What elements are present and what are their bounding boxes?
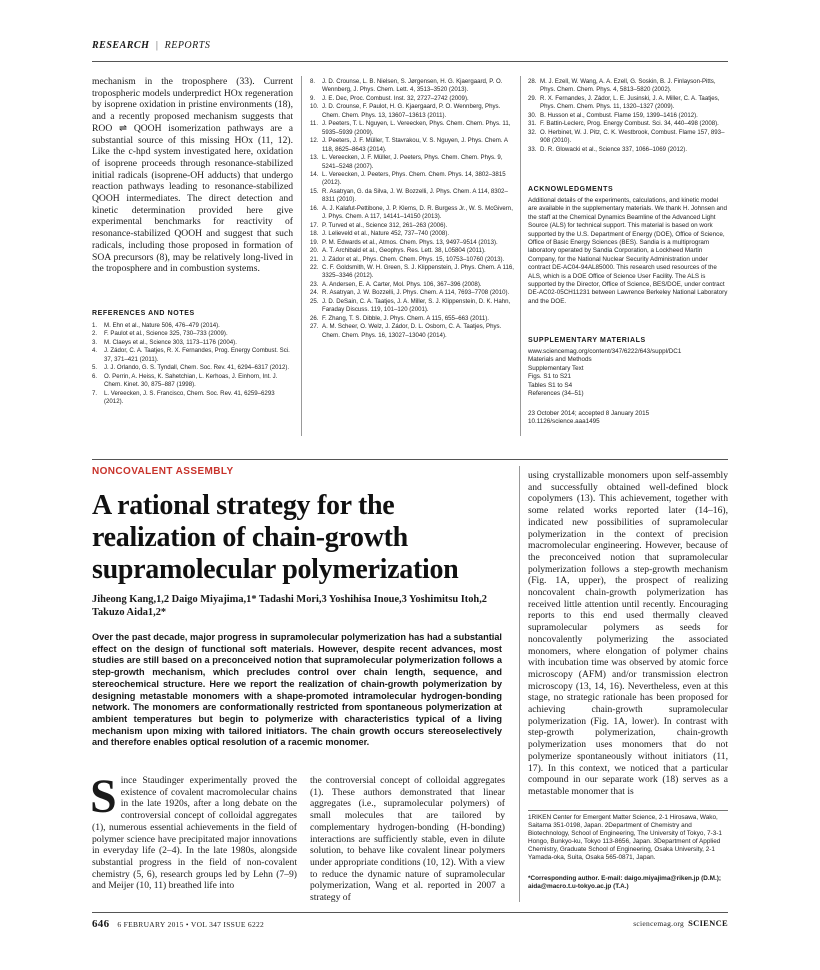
reference-item: [528, 95, 728, 112]
reference-number: 18.: [310, 230, 319, 238]
reference-text: R. X. Fernandes, J. Zádor, L. E. Jusinski, J. A. Miller, C. A. Taatjes, Phys. Chem. Chem. Phys. 11, 1320–1327 (2009).: [540, 94, 720, 111]
references-list-col2: [310, 78, 516, 340]
reference-text: F. Zhang, T. S. Dibble, J. Phys. Chem. A 115, 655–663 (2011).: [322, 314, 489, 322]
column-divider: [519, 466, 520, 902]
reference-number: 6.: [92, 372, 98, 380]
issue-info: 6 FEBRUARY 2015 • VOL 347 ISSUE 6222: [117, 920, 265, 929]
reference-number: 23.: [310, 280, 319, 288]
column-divider: [520, 76, 521, 436]
reference-number: 7.: [92, 389, 98, 397]
header-subsection: REPORTS: [164, 40, 211, 51]
site-link[interactable]: sciencemag.org: [633, 919, 685, 928]
reference-text: P. M. Edwards et al., Atmos. Chem. Phys. 13, 9497–9514 (2013).: [322, 238, 498, 246]
affiliations: 1RIKEN Center for Emergent Matter Science, 2-1 Hirosawa, Wako, Saitama 351-0198, Japan. 2Department of Chemistry and Biotechnology, School of Engineering, The University of Tokyo, 7-3-1 Hongo, Bunkyo-ku, Tokyo 113-8656, Japan. 3Department of Applied Chemistry, Graduate School of Engineering, Osaka University, 2-1 Yamada-oka, Suita, Osaka 565-0871, Japan.: [528, 814, 722, 862]
reference-number: 5.: [92, 364, 98, 372]
reference-item: [92, 390, 293, 407]
supplementary-item: Materials and Methods: [528, 356, 592, 364]
affiliation-rule: [528, 810, 728, 811]
reference-number: 15.: [310, 187, 319, 195]
reference-text: J. D. Crounse, L. B. Nielsen, S. Jørgensen, H. G. Kjaergaard, P. O. Wennberg, J. Phys. Chem. Lett. 4, 3513–3520 (2013).: [322, 78, 503, 94]
reference-number: 4.: [92, 347, 98, 355]
right-column-text: using crystallizable monomers upon self-assembly and successfully obtained well-defined block copolymers (13). This achievement, together with some related works reported later (14–16), indicated new possibilities of supramolecular polymerization in the context of precision macromolecular engineering. However, because of the preconceived notion that supramolecular polymerization follows a step-growth mechanism (Fig. 1A, upper), the prospect of realizing noncovalent chain-growth polymerization has received little attention until recently. Encouraging reports to this end used thermally cleaved supramolecular polymers as seeds for noncovalently polymerizing the associated monomers, where elongation of polymer chains with incubation time was observed by atomic force microscopy (AFM) and/or transmission electron microscopy (13, 14, 16). Nevertheless, even at this stage, no strategic rationale has been proposed for achieving chain-growth supramolecular polymerization (Fig. 1A, lower). In contrast with step-growth polymerization, chain-growth polymerization uses monomers that do not polymerize spontaneously without initiators (11, 17). In this context, we noticed that a particular compound in our separate work (18) serves as a metastable monomer that is: [528, 470, 728, 797]
reference-item: [310, 298, 516, 315]
article-title: A rational strategy for the realization of chain-growth supramolecular polymerization: [92, 490, 459, 585]
reference-text: J. Zádor et al., Phys. Chem. Chem. Phys. 15, 10753–10760 (2013).: [322, 255, 505, 263]
reference-item: [310, 154, 516, 171]
received-accepted-dates: 23 October 2014; accepted 8 January 2015: [528, 410, 650, 417]
supplementary-item: Tables S1 to S4: [528, 381, 573, 389]
reference-item: [310, 205, 516, 222]
reference-item: [528, 129, 728, 146]
reference-item: [92, 347, 293, 364]
drop-cap: S: [90, 770, 117, 823]
author-list: Jiheong Kang,1,2 Daigo Miyajima,1* Tadashi Mori,3 Yoshihisa Inoue,3 Yoshimitsu Itoh,2 Takuzo Aida1,2*: [92, 594, 488, 618]
column-divider: [301, 76, 302, 436]
reference-item: [310, 120, 516, 137]
reference-item: [310, 103, 516, 120]
reference-number: 13.: [310, 154, 319, 162]
page-number: 646: [92, 918, 110, 930]
reference-item: [92, 322, 293, 330]
reference-text: L. Vereecken, J. F. Müller, J. Peeters, Phys. Chem. Chem. Phys. 9, 5241–5248 (2007).: [322, 154, 503, 170]
reference-item: [310, 256, 516, 264]
reference-text: J. Lelieveld et al., Nature 452, 737–740 (2008).: [322, 230, 450, 238]
supplementary-item: Figs. S1 to S21: [528, 373, 572, 381]
reference-number: 14.: [310, 170, 319, 178]
reference-item: [528, 146, 728, 154]
reference-number: 22.: [310, 263, 319, 271]
header-separator: |: [155, 40, 159, 51]
intro-text-2: the controversial concept of colloidal aggregates (1). These authors demonstrated that linear aggregates (i.e., supramolecular polymers) of small molecules that are tailored by complementary hydrogen-bonding (H-bonding) interactions are sufficiently stable, even in dilute solution, to behave like covalent linear polymers under appropriate conditions (10, 12). With a view to reduce the dynamic nature of supramolecular polymerization, Wang et al. reported in 2007 a strategy of: [310, 775, 505, 904]
reference-number: 16.: [310, 204, 319, 212]
reference-text: J. D. DeSain, C. A. Taatjes, J. A. Miller, S. J. Klippenstein, D. K. Hahn, Faraday Discuss. 119, 101–120 (2001).: [322, 297, 511, 314]
reference-number: 26.: [310, 314, 319, 322]
reference-item: [310, 230, 516, 238]
reference-text: J. J. Orlando, G. S. Tyndall, Chem. Soc. Rev. 41, 6294–6317 (2012).: [104, 364, 290, 372]
reference-number: 11.: [310, 120, 319, 128]
header-rule: [92, 61, 728, 62]
reference-item: [310, 222, 516, 230]
reference-number: 27.: [310, 323, 319, 331]
reference-item: [528, 78, 728, 95]
reference-item: [310, 188, 516, 205]
reference-number: 31.: [528, 120, 537, 128]
corresponding-author: *Corresponding author. E-mail: daigo.miyajima@riken.jp (D.M.); aida@macro.t.u-tokyo.ac.jp (T.A.): [528, 875, 722, 891]
reference-item: [310, 323, 516, 340]
supplementary-link[interactable]: www.sciencemag.org/content/347/6222/643/suppl/DC1: [528, 348, 682, 355]
acknowledgments-text: Additional details of the experiments, calculations, and kinetic model are available in the supplementary materials. We thank H. Johnsen and the staff at the Chemical Dynamics Beamline of the Advanced Light Source (ALS) for technical support. This material is based on work supported by the U.S. Department of Energy (DOE), Office of Science, Office of Basic Energy Sciences (BES). Sandia is a multiprogram laboratory operated by Sandia Corporation, a Lockheed Martin Company, for the National Nuclear Security Administration under contract DE-AC04-94AL85000. This research used resources of the ALS, which is a DOE Office of Science User Facility. The ALS is supported by the Director, Office of Science, BES/DOE, under contract DE-AC02-05CH11231 between Lawrence Berkeley National Laboratory and the DOE.: [528, 197, 728, 305]
reference-item: [310, 247, 516, 255]
reference-number: 29.: [528, 94, 537, 102]
reference-item: [310, 281, 516, 289]
reference-item: [310, 171, 516, 188]
acknowledgments-heading: ACKNOWLEDGMENTS: [528, 186, 614, 193]
reference-number: 19.: [310, 238, 319, 246]
supplementary-item: Supplementary Text: [528, 364, 584, 372]
reference-item: [310, 137, 516, 154]
reference-text: O. Perrin, A. Heiss, K. Sahetchian, L. Kerhoas, J. Einhorn, Int. J. Chem. Kinet. 30, 875–887 (1998).: [104, 372, 278, 389]
reference-item: [310, 264, 516, 281]
reference-number: 3.: [92, 338, 98, 346]
footer-rule: [92, 912, 728, 913]
previous-article-body: [92, 76, 293, 275]
body-paragraph: mechanism in the troposphere (33). Current tropospheric models underpredict HOx regeneration by isoprene oxidation in pristine environments (18), and a recently proposed mechanism suggests that ROO ⇌ QOOH isomerization pathways are a substantial source of this missing HOx (11, 12). Like the c-hpd system investigated here, oxidation of isoprene proceeds through resonance-stabilized initial radicals (isoprene-OH adducts) that undergo reaction pathways leading to resonance-stabilized QOOH intermediates. The direct detection and kinetic determination provided here give experimental benchmarks for reactivity of resonance-stabilized QOOH and suggest that such radicals, including those proposed in formation of SOA precursors (8), may be relatively long-lived in the troposphere and in combustion systems.: [92, 76, 293, 275]
reference-text: A. J. Kalafut-Pettibone, J. P. Klems, D. R. Burgess Jr., W. S. McGivern, J. Phys. Chem. A 117, 14141–14150 (2013).: [322, 204, 513, 221]
reference-text: J. D. Crounse, F. Paulot, H. G. Kjaergaard, P. O. Wennberg, Phys. Chem. Chem. Phys. 13, 13607–13613 (2011).: [322, 103, 501, 119]
reference-number: 25.: [310, 297, 319, 305]
reference-text: A. Andersen, E. A. Carter, Mol. Phys. 106, 367–396 (2008).: [322, 280, 482, 288]
footer-right: [600, 918, 728, 928]
reference-item: [310, 95, 516, 103]
reference-item: [528, 120, 728, 128]
reference-item: [92, 364, 293, 372]
supplementary-heading: SUPPLEMENTARY MATERIALS: [528, 337, 646, 344]
reference-text: J. Peeters, T. L. Nguyen, L. Vereecken, Phys. Chem. Chem. Phys. 11, 5935–5939 (2009).: [322, 120, 511, 136]
intro-column-2: [310, 775, 505, 904]
reference-text: J. E. Dec, Proc. Combust. Inst. 32, 2727–2742 (2009).: [322, 94, 469, 102]
reference-number: 10.: [310, 103, 319, 111]
reference-number: 30.: [528, 111, 537, 119]
reference-item: [92, 330, 293, 338]
reference-item: [310, 78, 516, 95]
reference-number: 1.: [92, 322, 98, 329]
reference-text: L. Vereecken, J. S. Francisco, Chem. Soc. Rev. 41, 6259–6293 (2012).: [104, 389, 275, 406]
reference-text: M. Claeys et al., Science 303, 1173–1176 (2004).: [104, 338, 237, 346]
section-rule: [92, 459, 728, 460]
reference-number: 2.: [92, 330, 98, 338]
reference-number: 21.: [310, 255, 319, 263]
intro-text-1: ince Staudinger experimentally proved the existence of covalent macromolecular chains in the late 1920s, after a long debate on the controversial concept of colloidal aggregates (1), numerous essential achievements in the field of polymer science have precipitated major innovations in everyday life (2–4). In the late 1980s, alongside substantial progress in the field of non-covalent chemistry (5, 6), research groups led by Lehn (7–9) and Meijer (10, 11) breathed life into: [92, 775, 297, 892]
reference-text: J. Peeters, J. F. Müller, T. Stavrakou, V. S. Nguyen, J. Phys. Chem. A 118, 8625–8643 (2014).: [322, 137, 508, 153]
reference-text: R. Asatryan, G. da Silva, J. W. Bozzelli, J. Phys. Chem. A 114, 8302–8311 (2010).: [322, 187, 508, 204]
reference-number: 32.: [528, 128, 537, 136]
reference-item: [92, 339, 293, 347]
dates-block: [528, 410, 728, 427]
reference-number: 12.: [310, 137, 319, 145]
abstract: Over the past decade, major progress in supramolecular polymerization has had a substantial effect on the design of functional soft materials. However, despite recent advances, most studies are still based on a preconceived notion that supramolecular polymerization follows a step-growth mechanism, which precludes control over chain length, sequence, and stereochemical structure. Here we report the realization of chain-growth polymerization by designing metastable monomers with a shape-promoted intramolecular hydrogen-bonding network. The monomers are conformationally restricted from spontaneous polymerization at ambient temperatures but begin to polymerize with characteristics typical of a living mechanism upon mixing with tailored initiators. The chain growth occurs stereoselectively and therefore enables optical resolution of a racemic monomer.: [92, 632, 502, 748]
reference-text: A. T. Archibald et al., Geophys. Res. Lett. 38, L05804 (2011).: [322, 247, 486, 255]
reference-item: [310, 315, 516, 323]
reference-number: 17.: [310, 221, 319, 229]
header-section: RESEARCH: [92, 40, 150, 51]
supplementary-item: References (34–51): [528, 390, 584, 398]
reference-text: R. Asatryan, J. W. Bozzelli, J. Phys. Chem. A 114, 7693–7708 (2010).: [322, 289, 510, 297]
reference-item: [528, 112, 728, 120]
supplementary-list: [528, 348, 728, 398]
reference-number: 33.: [528, 145, 537, 153]
reference-number: 9.: [310, 94, 316, 102]
reference-number: 24.: [310, 289, 319, 297]
references-heading: REFERENCES AND NOTES: [92, 310, 195, 317]
reference-item: [92, 373, 293, 390]
reference-text: M. Ehn et al., Nature 506, 476–479 (2014).: [104, 322, 220, 329]
section-tag: NONCOVALENT ASSEMBLY: [92, 466, 234, 477]
right-column: [528, 470, 728, 798]
journal-brand: SCIENCE: [688, 918, 728, 928]
reference-text: F. Battin-Leclerc, Prog. Energy Combust. Sci. 34, 440–498 (2008).: [540, 120, 719, 128]
reference-text: P. Turved et al., Science 312, 261–263 (2006).: [322, 221, 448, 229]
reference-text: J. Zádor, C. A. Taatjes, R. X. Fernandes, Prog. Energy Combust. Sci. 37, 371–421 (2011).: [104, 347, 290, 363]
intro-column-1: [90, 770, 297, 892]
reference-number: 20.: [310, 247, 319, 255]
reference-text: A. M. Scheer, O. Welz, J. Zádor, D. L. Osborn, C. A. Taatjes, Phys. Chem. Chem. Phys. 16, 13027–13040 (2014).: [322, 323, 502, 339]
doi[interactable]: 10.1126/science.aaa1495: [528, 418, 600, 426]
reference-text: C. F. Goldsmith, W. H. Green, S. J. Klippenstein, J. Phys. Chem. A 116, 3325–3346 (2012).: [322, 263, 514, 280]
reference-text: B. Husson et al., Combust. Flame 159, 1399–1416 (2012).: [540, 111, 698, 119]
references-list-col3: [528, 78, 728, 154]
references-list-col1: [92, 322, 293, 407]
reference-text: L. Vereecken, J. Peeters, Phys. Chem. Chem. Phys. 14, 3802–3815 (2012).: [322, 170, 506, 187]
footer-left: [92, 918, 264, 930]
reference-item: [310, 289, 516, 297]
reference-number: 28.: [528, 78, 537, 85]
reference-item: [310, 239, 516, 247]
reference-text: M. J. Ezell, W. Wang, A. A. Ezell, G. Soskin, B. J. Finlayson-Pitts, Phys. Chem. Chem. Phys. 4, 5813–5820 (2002).: [540, 78, 716, 94]
reference-number: 8.: [310, 78, 316, 85]
reference-text: D. R. Glowacki et al., Science 337, 1066–1069 (2012).: [540, 145, 688, 153]
running-header: [92, 40, 210, 51]
reference-text: O. Herbinet, W. J. Pitz, C. K. Westbrook, Combust. Flame 157, 893–908 (2010).: [540, 128, 725, 145]
reference-text: F. Paulot et al., Science 325, 730–733 (2009).: [104, 330, 228, 338]
